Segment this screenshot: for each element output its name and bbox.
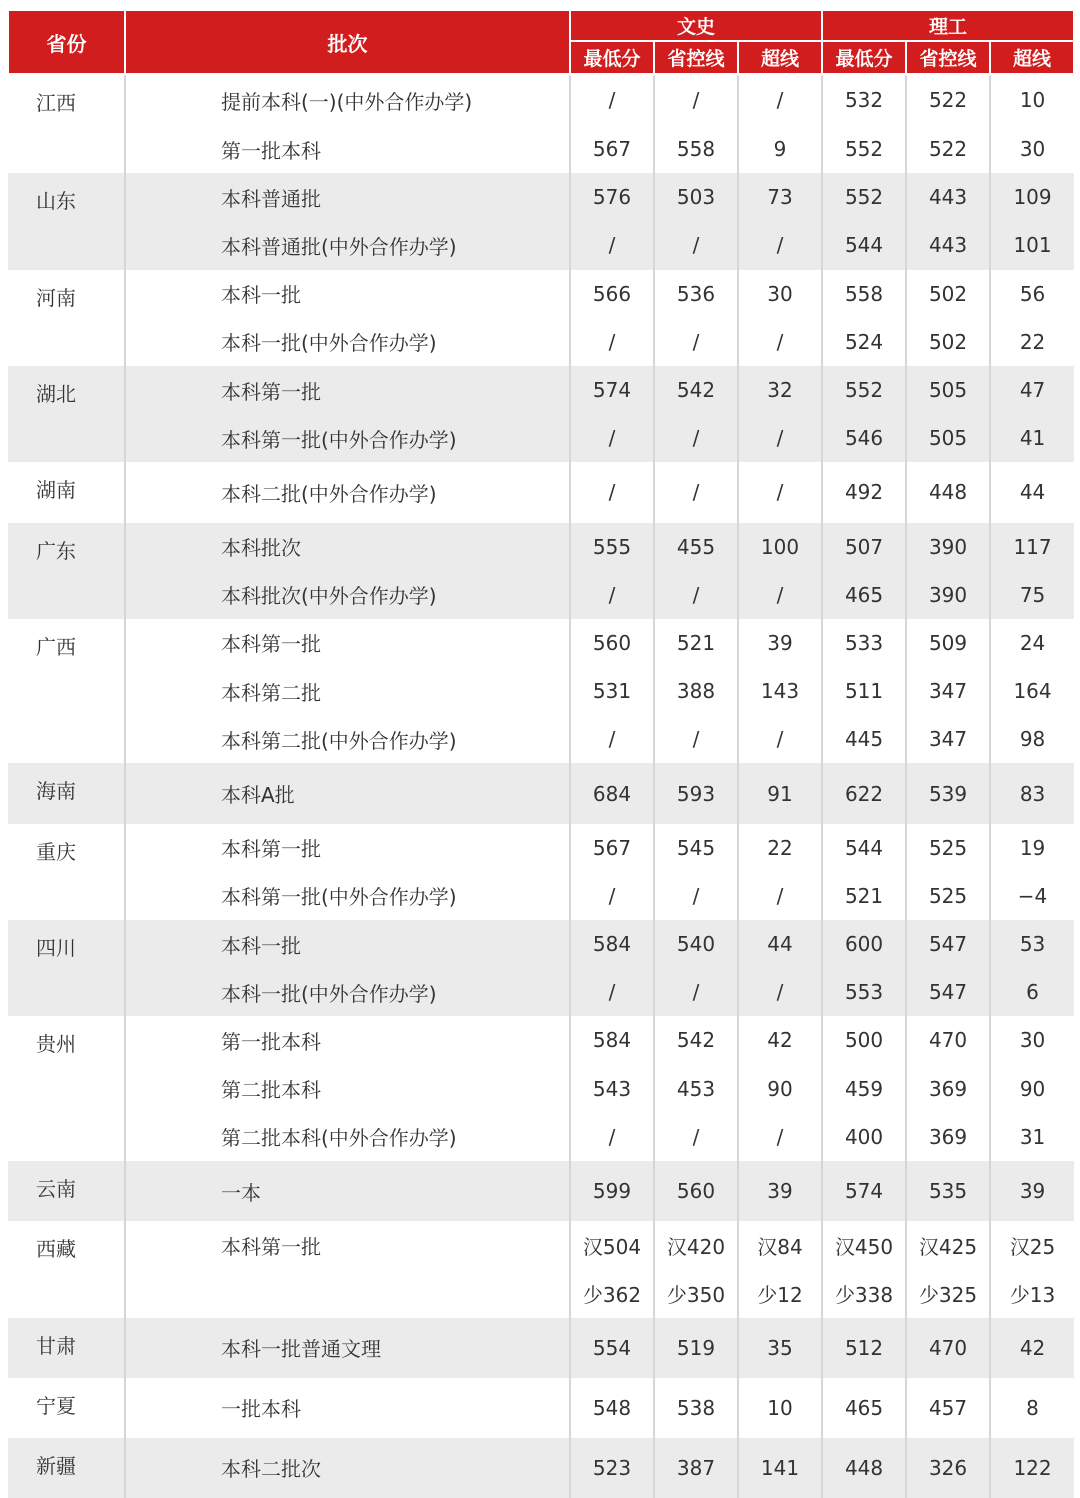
- science-control-line-cell: 390: [906, 523, 990, 571]
- table-row: [8, 1065, 1074, 1113]
- arts-control-line-cell: /: [654, 968, 738, 1016]
- science-control-line-cell: 369: [906, 1113, 990, 1161]
- science-over-line-cell: 6: [990, 968, 1074, 1016]
- table-row: [8, 318, 1074, 366]
- arts-min-score-cell: 548: [570, 1378, 654, 1438]
- arts-min-score-cell: 523: [570, 1438, 654, 1498]
- arts-min-score-cell: 574: [570, 366, 654, 414]
- science-control-line-cell: 535: [906, 1161, 990, 1221]
- arts-over-line-cell: 39: [738, 1161, 822, 1221]
- batch-cell: 本科一批(中外合作办学): [125, 318, 570, 366]
- arts-control-line-cell: /: [654, 462, 738, 522]
- arts-control-line-cell: 少350: [654, 1269, 738, 1317]
- table-row: [8, 1438, 1074, 1498]
- science-min-score-cell: 600: [822, 920, 906, 968]
- science-min-score-cell: 500: [822, 1016, 906, 1064]
- arts-min-score-cell: 531: [570, 667, 654, 715]
- arts-min-score-cell: /: [570, 414, 654, 462]
- batch-cell: 本科第二批: [125, 667, 570, 715]
- science-control-line-cell: 502: [906, 270, 990, 318]
- batch-cell: 第二批本科(中外合作办学): [125, 1113, 570, 1161]
- science-over-line-cell: 44: [1019, 480, 1046, 505]
- table-row: [8, 74, 1074, 125]
- science-min-score-cell: 512: [822, 1318, 906, 1378]
- science-min-score-cell: 492: [822, 462, 906, 522]
- table-row: [8, 1378, 1074, 1438]
- science-control-line-cell: 448: [906, 462, 990, 522]
- arts-control-line-cell: 558: [654, 125, 738, 173]
- science-min-score-cell: 544: [822, 824, 906, 872]
- arts-min-score-cell: 554: [570, 1318, 654, 1378]
- table-row: [8, 968, 1074, 1016]
- science-control-line-cell: 347: [906, 715, 990, 763]
- science-min-score-cell: 448: [822, 1438, 906, 1498]
- header-science-over-line: 超线: [990, 41, 1074, 74]
- province-cell: 云南: [8, 1161, 125, 1221]
- arts-min-score-cell: 567: [570, 125, 654, 173]
- batch-cell: 第一批本科: [125, 125, 570, 173]
- arts-over-line-cell: 73: [738, 173, 822, 221]
- arts-control-line-cell: /: [654, 221, 738, 269]
- table-row: [8, 1221, 1074, 1269]
- science-min-score-cell: 622: [822, 763, 906, 823]
- province-cell: 海南: [8, 763, 125, 823]
- science-control-line-cell: 547: [906, 920, 990, 968]
- arts-over-line-cell: /: [738, 318, 822, 366]
- arts-min-score-cell: /: [570, 221, 654, 269]
- arts-over-line-cell: 30: [738, 270, 822, 318]
- science-over-line-cell: −4: [1017, 883, 1048, 908]
- science-min-score-cell: 546: [822, 414, 906, 462]
- arts-control-line-cell: /: [654, 715, 738, 763]
- province-cell: 重庆: [8, 824, 125, 920]
- arts-over-line-cell: 35: [738, 1318, 822, 1378]
- batch-cell: 本科第一批: [125, 366, 570, 414]
- province-cell: 湖南: [8, 462, 125, 522]
- science-over-line-cell: 8: [1026, 1395, 1039, 1420]
- table-row: [8, 872, 1074, 920]
- arts-control-line-cell: 519: [654, 1318, 738, 1378]
- science-over-line-cell: 少13: [1009, 1282, 1056, 1307]
- province-cell: 贵州: [8, 1016, 125, 1161]
- arts-control-line-cell: 542: [654, 366, 738, 414]
- arts-over-line-cell: /: [738, 414, 822, 462]
- science-min-score-cell: 汉450: [822, 1221, 906, 1269]
- science-min-score-cell: 400: [822, 1113, 906, 1161]
- science-min-score-cell: 465: [822, 1378, 906, 1438]
- arts-over-line-cell: 汉84: [738, 1221, 822, 1269]
- batch-cell: 本科批次(中外合作办学): [125, 571, 570, 619]
- arts-over-line-cell: 22: [738, 824, 822, 872]
- science-min-score-cell: 507: [822, 523, 906, 571]
- batch-cell: 第二批本科: [125, 1065, 570, 1113]
- table-row: [8, 173, 1074, 221]
- science-over-line-cell: 75: [990, 571, 1074, 619]
- arts-control-line-cell: 455: [654, 523, 738, 571]
- arts-min-score-cell: /: [570, 1113, 654, 1161]
- science-control-line-cell: 457: [906, 1378, 990, 1438]
- science-over-line-cell: 22: [1019, 329, 1046, 354]
- batch-cell: 本科一批普通文理: [125, 1318, 570, 1378]
- science-control-line-cell: 505: [906, 414, 990, 462]
- table-body: [8, 74, 1074, 1498]
- arts-min-score-cell: 567: [570, 824, 654, 872]
- province-cell: 新疆: [8, 1438, 125, 1498]
- arts-over-line-cell: 141: [738, 1438, 822, 1498]
- science-control-line-cell: 少325: [906, 1269, 990, 1317]
- science-min-score-cell: 544: [822, 221, 906, 269]
- header-science-control-line: 省控线: [906, 41, 990, 74]
- score-table: [7, 9, 1075, 1498]
- science-over-line-cell: 10: [1019, 88, 1046, 112]
- science-over-line-cell: 98: [1019, 727, 1046, 752]
- science-over-line-cell: 39: [990, 1161, 1074, 1221]
- batch-cell: 本科一批: [125, 270, 570, 318]
- arts-min-score-cell: 汉504: [570, 1221, 654, 1269]
- batch-cell: 本科普通批(中外合作办学): [125, 221, 570, 269]
- arts-min-score-cell: 584: [570, 1016, 654, 1064]
- arts-min-score-cell: /: [570, 318, 654, 366]
- arts-over-line-cell: 42: [738, 1016, 822, 1064]
- science-over-line-cell: 122: [990, 1438, 1074, 1498]
- arts-control-line-cell: 388: [654, 667, 738, 715]
- table-row: [8, 763, 1074, 823]
- batch-cell: 第一批本科: [125, 1016, 570, 1064]
- science-control-line-cell: 470: [906, 1016, 990, 1064]
- science-min-score-cell: 511: [822, 667, 906, 715]
- batch-cell: 本科一批(中外合作办学): [125, 968, 570, 1016]
- province-cell: 广西: [8, 619, 125, 764]
- arts-over-line-cell: 100: [738, 523, 822, 571]
- arts-control-line-cell: 545: [654, 824, 738, 872]
- science-over-line-cell: 30: [1019, 1028, 1046, 1053]
- science-over-line-cell: 42: [990, 1318, 1074, 1378]
- science-min-score-cell: 552: [822, 125, 906, 173]
- batch-cell: 一本: [125, 1161, 570, 1221]
- science-control-line-cell: 539: [906, 763, 990, 823]
- arts-min-score-cell: /: [570, 462, 654, 522]
- arts-min-score-cell: 555: [570, 523, 654, 571]
- science-control-line-cell: 390: [906, 571, 990, 619]
- arts-control-line-cell: 560: [654, 1161, 738, 1221]
- header-arts-min-score: 最低分: [570, 41, 654, 74]
- batch-cell: 本科第一批: [125, 1221, 570, 1269]
- science-over-line-cell: 47: [990, 366, 1074, 414]
- batch-cell: 本科第一批: [125, 619, 570, 667]
- header-batch: 批次: [125, 10, 570, 74]
- province-cell: 四川: [8, 920, 125, 1016]
- science-over-line-cell: 30: [1019, 137, 1046, 162]
- science-min-score-cell: 445: [822, 715, 906, 763]
- table-row: [8, 366, 1074, 414]
- table-row: [8, 1269, 1074, 1317]
- arts-min-score-cell: 584: [570, 920, 654, 968]
- arts-over-line-cell: /: [738, 872, 822, 920]
- table-row: [8, 523, 1074, 571]
- science-min-score-cell: 459: [822, 1065, 906, 1113]
- table-row: [8, 571, 1074, 619]
- science-control-line-cell: 509: [906, 619, 990, 667]
- province-cell: 河南: [8, 270, 125, 366]
- arts-over-line-cell: 143: [738, 667, 822, 715]
- science-control-line-cell: 470: [906, 1318, 990, 1378]
- batch-cell: 提前本科(一)(中外合作办学): [125, 74, 570, 125]
- science-min-score-cell: 少338: [822, 1269, 906, 1317]
- batch-cell: 本科批次: [125, 523, 570, 571]
- table-header: [8, 10, 1074, 74]
- science-over-line-cell: 汉25: [1009, 1234, 1056, 1259]
- table-row: [8, 270, 1074, 318]
- science-min-score-cell: 521: [822, 872, 906, 920]
- header-province: 省份: [8, 10, 125, 74]
- arts-over-line-cell: 10: [738, 1378, 822, 1438]
- arts-control-line-cell: 542: [654, 1016, 738, 1064]
- table-row: [8, 667, 1074, 715]
- table-row: [8, 1161, 1074, 1221]
- arts-control-line-cell: 540: [654, 920, 738, 968]
- batch-cell: 本科A批: [125, 763, 570, 823]
- batch-cell: 本科第一批: [125, 824, 570, 872]
- arts-min-score-cell: /: [570, 571, 654, 619]
- batch-cell: 一批本科: [125, 1378, 570, 1438]
- arts-control-line-cell: 387: [654, 1438, 738, 1498]
- science-min-score-cell: 524: [822, 318, 906, 366]
- arts-min-score-cell: /: [570, 872, 654, 920]
- arts-control-line-cell: 汉420: [654, 1221, 738, 1269]
- arts-min-score-cell: 684: [570, 763, 654, 823]
- table-row: [8, 715, 1074, 763]
- science-min-score-cell: 552: [822, 173, 906, 221]
- science-over-line-cell: 56: [1019, 281, 1046, 306]
- arts-min-score-cell: /: [570, 74, 654, 125]
- province-cell: 山东: [8, 173, 125, 269]
- science-over-line-cell: 164: [1013, 679, 1052, 704]
- science-control-line-cell: 505: [906, 366, 990, 414]
- arts-over-line-cell: 91: [738, 763, 822, 823]
- science-control-line-cell: 522: [906, 74, 990, 125]
- arts-control-line-cell: /: [654, 318, 738, 366]
- arts-control-line-cell: /: [654, 872, 738, 920]
- arts-min-score-cell: 566: [570, 270, 654, 318]
- science-min-score-cell: 558: [822, 270, 906, 318]
- science-over-line-cell: 19: [1019, 835, 1046, 860]
- arts-control-line-cell: 536: [654, 270, 738, 318]
- table-row: [8, 1113, 1074, 1161]
- batch-cell: 本科第一批(中外合作办学): [125, 414, 570, 462]
- batch-cell: 本科普通批: [125, 173, 570, 221]
- arts-over-line-cell: /: [738, 462, 822, 522]
- science-control-line-cell: 443: [906, 173, 990, 221]
- arts-control-line-cell: 593: [654, 763, 738, 823]
- science-over-line-cell: 109: [990, 173, 1074, 221]
- arts-control-line-cell: /: [654, 1113, 738, 1161]
- arts-min-score-cell: 599: [570, 1161, 654, 1221]
- science-over-line-cell: 83: [990, 763, 1074, 823]
- science-control-line-cell: 347: [906, 667, 990, 715]
- science-control-line-cell: 326: [906, 1438, 990, 1498]
- science-min-score-cell: 553: [822, 968, 906, 1016]
- science-over-line-cell: 41: [990, 414, 1074, 462]
- arts-over-line-cell: 32: [738, 366, 822, 414]
- science-over-line-cell: 31: [1019, 1124, 1046, 1149]
- arts-over-line-cell: /: [738, 968, 822, 1016]
- science-min-score-cell: 574: [822, 1161, 906, 1221]
- arts-over-line-cell: 9: [738, 125, 822, 173]
- arts-control-line-cell: 503: [654, 173, 738, 221]
- science-control-line-cell: 525: [906, 824, 990, 872]
- province-cell: 湖北: [8, 366, 125, 462]
- province-cell: 宁夏: [8, 1378, 125, 1438]
- arts-over-line-cell: /: [738, 1113, 822, 1161]
- science-control-line-cell: 547: [906, 968, 990, 1016]
- arts-over-line-cell: /: [738, 715, 822, 763]
- arts-over-line-cell: /: [738, 571, 822, 619]
- header-group-arts: 文史: [570, 10, 822, 41]
- table-row: [8, 824, 1074, 872]
- header-group-science: 理工: [822, 10, 1074, 41]
- science-control-line-cell: 汉425: [906, 1221, 990, 1269]
- table-row: [8, 619, 1074, 667]
- science-over-line-cell: 53: [990, 920, 1074, 968]
- province-cell: 甘肃: [8, 1318, 125, 1378]
- science-control-line-cell: 443: [906, 221, 990, 269]
- header-science-min-score: 最低分: [822, 41, 906, 74]
- batch-cell: 本科二批(中外合作办学): [125, 462, 570, 522]
- table-row: [8, 414, 1074, 462]
- table-row: [8, 1016, 1074, 1064]
- province-cell: 广东: [8, 523, 125, 619]
- science-over-line-cell: 117: [990, 523, 1074, 571]
- science-control-line-cell: 502: [906, 318, 990, 366]
- science-min-score-cell: 532: [822, 74, 906, 125]
- batch-cell: 本科第一批(中外合作办学): [125, 872, 570, 920]
- table-row: [8, 1318, 1074, 1378]
- science-min-score-cell: 552: [822, 366, 906, 414]
- arts-over-line-cell: /: [738, 74, 822, 125]
- header-arts-control-line: 省控线: [654, 41, 738, 74]
- arts-min-score-cell: 少362: [570, 1269, 654, 1317]
- arts-control-line-cell: /: [654, 74, 738, 125]
- header-arts-over-line: 超线: [738, 41, 822, 74]
- province-cell: 西藏: [8, 1221, 125, 1317]
- table-row: [8, 221, 1074, 269]
- arts-min-score-cell: /: [570, 715, 654, 763]
- arts-over-line-cell: 90: [738, 1065, 822, 1113]
- batch-cell: 本科二批次: [125, 1438, 570, 1498]
- arts-min-score-cell: /: [570, 968, 654, 1016]
- arts-control-line-cell: /: [654, 414, 738, 462]
- science-over-line-cell: 24: [1019, 630, 1046, 655]
- arts-min-score-cell: 576: [570, 173, 654, 221]
- arts-over-line-cell: 44: [738, 920, 822, 968]
- science-control-line-cell: 369: [906, 1065, 990, 1113]
- batch-cell: [125, 1269, 570, 1317]
- arts-control-line-cell: 538: [654, 1378, 738, 1438]
- batch-cell: 本科一批: [125, 920, 570, 968]
- arts-min-score-cell: 543: [570, 1065, 654, 1113]
- table-row: [8, 125, 1074, 173]
- arts-control-line-cell: 453: [654, 1065, 738, 1113]
- arts-control-line-cell: 521: [654, 619, 738, 667]
- score-table-container: [7, 9, 1071, 1498]
- science-control-line-cell: 522: [906, 125, 990, 173]
- table-row: [8, 920, 1074, 968]
- science-over-line-cell: 101: [990, 221, 1074, 269]
- science-min-score-cell: 533: [822, 619, 906, 667]
- arts-min-score-cell: 560: [570, 619, 654, 667]
- science-min-score-cell: 465: [822, 571, 906, 619]
- arts-over-line-cell: /: [738, 221, 822, 269]
- arts-over-line-cell: 少12: [738, 1269, 822, 1317]
- batch-cell: 本科第二批(中外合作办学): [125, 715, 570, 763]
- province-cell: 江西: [8, 74, 125, 173]
- arts-over-line-cell: 39: [738, 619, 822, 667]
- science-control-line-cell: 525: [906, 872, 990, 920]
- arts-control-line-cell: /: [654, 571, 738, 619]
- table-row: [8, 462, 1074, 522]
- science-over-line-cell: 90: [1019, 1076, 1046, 1101]
